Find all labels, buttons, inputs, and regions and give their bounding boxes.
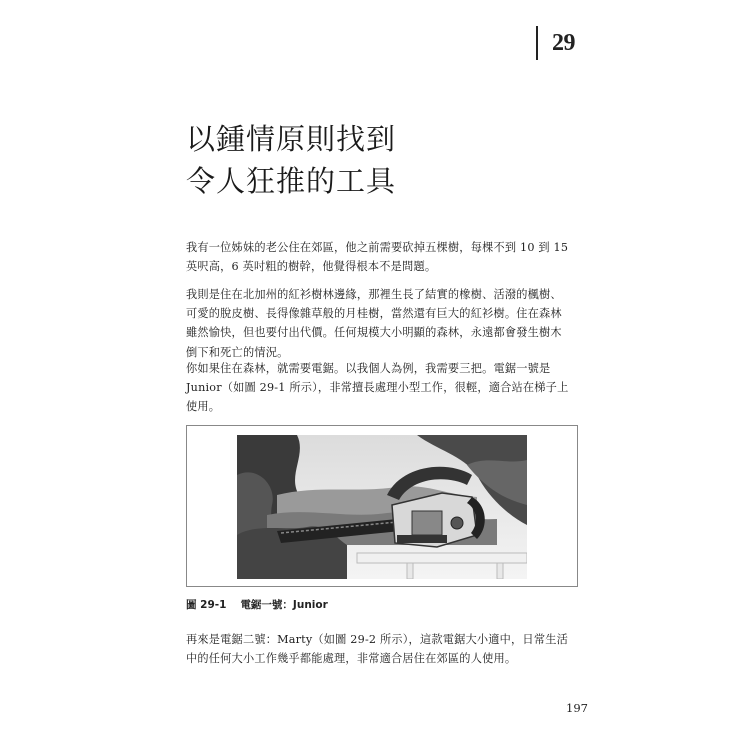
text-line: 可愛的脫皮樹、長得像雜草般的月桂樹，當然還有巨大的紅衫樹。住在森林 (186, 307, 562, 321)
chapter-number: 29 (552, 30, 575, 56)
text-line: 你如果住在森林，就需要電鋸。以我個人為例，我需要三把。電鋸一號是 (186, 362, 551, 375)
text-line: 使用。 (186, 400, 221, 414)
text-line: 英呎高，6 英吋粗的樹幹，他覺得根本不是問題。 (186, 260, 437, 274)
text-line: 中的任何大小工作幾乎都能處理，非常適合居住在郊區的人使用。 (186, 652, 517, 666)
chainsaw-photo (237, 435, 527, 579)
text-line: 再來是電鋸二號：Marty（如圖 29-2 所示），這款電鋸大小適中，日常生活 (186, 633, 568, 646)
figure-caption (186, 597, 328, 612)
figure-number: 圖 29-1 (186, 599, 227, 611)
chapter-divider (536, 26, 538, 60)
figure-caption-text: 電鋸一號：Junior (240, 599, 328, 611)
paragraph-3 (186, 359, 578, 417)
chapter-title-line-2: 令人狂推的工具 (186, 164, 397, 198)
text-line: 倒下和死亡的情況。 (186, 345, 289, 359)
chapter-title-line-1: 以鍾情原則找到 (186, 122, 397, 156)
page-number: 197 (566, 701, 588, 715)
text-line: Junior（如圖 29-1 所示），非常擅長處理小型工作，很輕，適合站在梯子上 (186, 381, 569, 395)
text-line: 我則是住在北加州的紅衫樹林邊緣，那裡生長了結實的橡樹、活潑的楓樹、 (186, 288, 562, 301)
paragraph-2 (186, 285, 578, 362)
paragraph-1 (186, 238, 578, 276)
chainsaw-illustration (237, 435, 527, 579)
paragraph-4 (186, 630, 578, 668)
chapter-title (186, 118, 606, 202)
text-line: 我有一位姊妹的老公住在郊區，他之前需要砍掉五棵樹，每棵不到 10 到 15 (186, 241, 569, 254)
text-line: 雖然愉快，但也要付出代價。任何規模大小明顯的森林，永遠都會發生樹木 (186, 326, 562, 340)
figure-frame (186, 425, 578, 587)
